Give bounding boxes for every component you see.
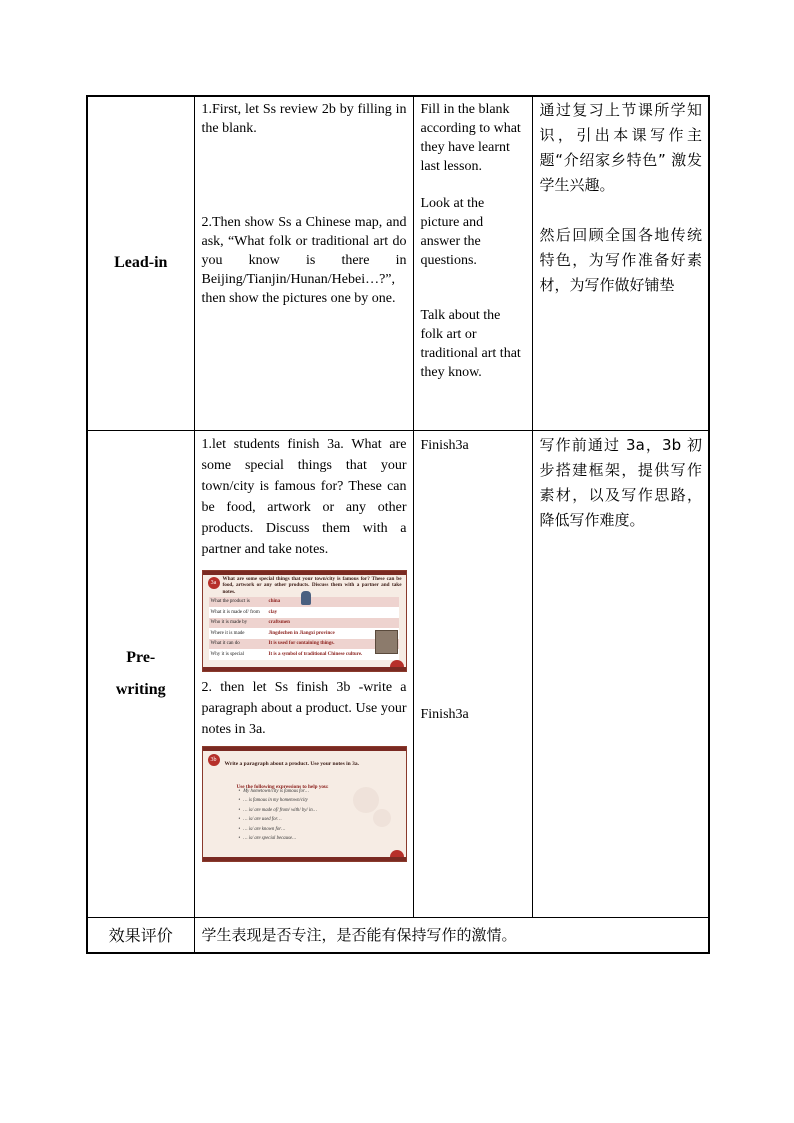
teacher-step-1: 1.let students finish 3a. What are some special things that your town/city is famous for? These can be food, artwork or any other products. Discuss them with a partner and take notes. [201, 436, 407, 557]
student-step-2: Look at the picture and answer the questions. [420, 196, 485, 268]
slide-title: Write a paragraph about a product. Use your notes in 3a. [224, 760, 359, 767]
stage-cell [87, 96, 194, 430]
teacher-activity-cell [194, 430, 413, 917]
slide-border [203, 571, 406, 575]
row-value: clay [267, 607, 399, 618]
stage-label: Lead-in [114, 254, 168, 272]
slide-badge: 3b [208, 754, 220, 766]
slide-border [203, 857, 406, 861]
purpose-cell [532, 96, 709, 430]
slide-3a-thumbnail [202, 570, 407, 672]
row-value: It is used for containing things. [267, 639, 399, 650]
purpose-text-2: 然后回顾全国各地传统特色，为写作准备好素材，为写作做好铺垫 [539, 226, 702, 294]
spacer [421, 270, 526, 306]
table-row [209, 607, 399, 618]
lead-in-row [87, 96, 709, 430]
student-activity-cell [413, 96, 532, 430]
list-item: • … is/ are special because… [239, 834, 317, 844]
stage-label-line2: writing [115, 680, 166, 698]
student-step-3: Talk about the folk art or traditional art that they know. [420, 308, 521, 380]
spacer [421, 455, 526, 705]
row-key: Who it is made by [209, 618, 267, 629]
teacher-step-1: 1.First, let Ss review 2b by filling in the blank. [201, 102, 407, 136]
purpose-text: 写作前通过 3a，3b 初步搭建框架，提供写作素材，以及写作思路，降低写作难度。 [539, 435, 702, 529]
row-key: Why it is special [209, 649, 267, 660]
spacer [540, 198, 703, 223]
stage-cell [87, 430, 194, 917]
row-value: Jingdezhen in Jiangxi province [267, 628, 399, 639]
slide-subtitle: Use the following expressions to help you: [236, 783, 329, 790]
stage-label-line1: Pre- [126, 648, 156, 666]
student-step-1: Finish3a [420, 437, 469, 453]
vase-image [301, 591, 311, 605]
evaluation-text: 学生表现是否专注，是否能有保持写作的激情。 [201, 926, 517, 945]
evaluation-text-cell [194, 917, 709, 953]
table-row [209, 628, 399, 639]
evaluation-label-cell [87, 917, 194, 953]
row-value: craftsmen [267, 618, 399, 629]
notes-table [209, 597, 399, 661]
student-step-2: Finish3a [420, 706, 469, 722]
spacer [421, 176, 526, 194]
list-item: • … is/ are used for… [239, 815, 317, 825]
spacer [202, 138, 407, 213]
slide-border [203, 667, 406, 671]
row-key: What it is made of/ from [209, 607, 267, 618]
row-key: Where it is made [209, 628, 267, 639]
teacher-step-2: 2.Then show Ss a Chinese map, and ask, “What folk or traditional art do you know is there in Beijing/Tianjin/Hunan/Hebei…?”, then show the pictures one by one. [201, 215, 407, 306]
table-row [209, 639, 399, 650]
list-item: • … is famous in my hometown/city [239, 796, 317, 806]
lantern-ornament [373, 809, 391, 827]
slide-3b-thumbnail [202, 746, 407, 862]
purpose-text-1: 通过复习上节课所学知识，引出本课写作主题“介绍家乡特色” 激发学生兴趣。 [539, 101, 702, 194]
student-step-1: Fill in the blank according to what they have learnt last lesson. [420, 102, 521, 174]
student-activity-cell [413, 430, 532, 917]
row-value: china [267, 597, 399, 608]
evaluation-label: 效果评价 [108, 926, 173, 946]
pre-writing-row [87, 430, 709, 917]
row-key: What it can do [209, 639, 267, 650]
list-item: • My hometown/city is famous for… [239, 787, 317, 797]
row-value: It is a symbol of traditional Chinese culture. [267, 649, 399, 660]
row-key: What the product is [209, 597, 267, 608]
lesson-plan-table [86, 95, 710, 954]
table-row [209, 649, 399, 660]
china-photo [375, 630, 398, 654]
list-item: • … is/ are known for… [239, 825, 317, 835]
teacher-step-2: 2. then let Ss finish 3b -write a paragraph about a product. Use your notes in 3a. [201, 679, 407, 737]
slide-title: What are some special things that your town/city is famous for? These can be food, artwork or any other products. Discuss them with a partner and take notes. [222, 575, 402, 595]
slide-border [203, 747, 406, 751]
table-row [209, 618, 399, 629]
expression-list [239, 787, 317, 845]
slide-badge: 3a [208, 577, 220, 589]
purpose-cell [532, 430, 709, 917]
evaluation-row [87, 917, 709, 953]
lantern-ornament [353, 787, 379, 813]
teacher-activity-cell [194, 96, 413, 430]
list-item: • … is/ are made of/ from/ with/ by/ in… [239, 806, 317, 816]
